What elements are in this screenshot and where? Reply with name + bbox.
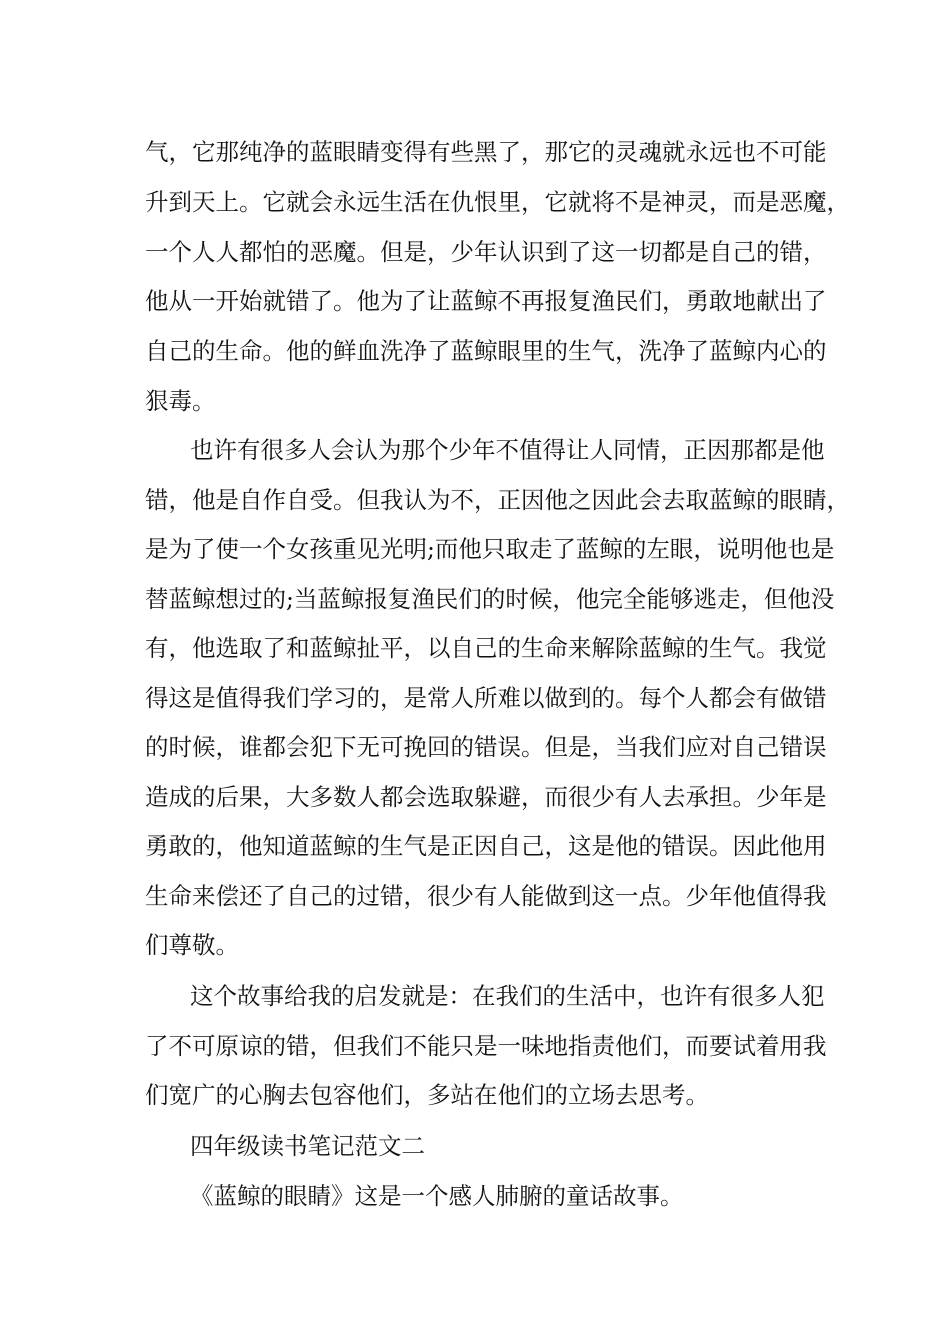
text-line: 替蓝鲸想过的;当蓝鲸报复渔民们的时候，他完全能够逃走，但他没 [145, 585, 835, 613]
text-line: 得这是值得我们学习的，是常人所难以做到的。每个人都会有做错 [145, 684, 827, 712]
text-line: 气，它那纯净的蓝眼睛变得有些黑了，那它的灵魂就永远也不可能 [145, 138, 827, 166]
text-line: 勇敢的，他知道蓝鲸的生气是正因自己，这是他的错误。因此他用 [145, 832, 827, 860]
text-line: 《蓝鲸的眼睛》这是一个感人肺腑的童话故事。 [190, 1182, 684, 1210]
text-line: 造成的后果，大多数人都会选取躲避，而很少有人去承担。少年是 [145, 783, 827, 811]
text-line: 升到天上。它就会永远生活在仇恨里，它就将不是神灵，而是恶魔， [145, 188, 850, 216]
section-heading: 四年级读书笔记范文二 [190, 1132, 425, 1160]
text-line: 是为了使一个女孩重见光明;而他只取走了蓝鲸的左眼，说明他也是 [145, 535, 835, 563]
text-line: 自己的生命。他的鲜血洗净了蓝鲸眼里的生气，洗净了蓝鲸内心的 [145, 337, 827, 365]
text-line: 们尊敬。 [145, 931, 239, 959]
text-line: 有，他选取了和蓝鲸扯平，以自己的生命来解除蓝鲸的生气。我觉 [145, 634, 827, 662]
text-line: 他从一开始就错了。他为了让蓝鲸不再报复渔民们，勇敢地献出了 [145, 287, 827, 315]
text-line: 也许有很多人会认为那个少年不值得让人同情，正因那都是他 [190, 436, 825, 464]
text-line: 生命来偿还了自己的过错，很少有人能做到这一点。少年他值得我 [145, 882, 827, 910]
text-line: 错，他是自作自受。但我认为不，正因他之因此会去取蓝鲸的眼睛， [145, 486, 850, 514]
text-line: 这个故事给我的启发就是：在我们的生活中，也许有很多人犯 [190, 982, 825, 1010]
text-line: 狠毒。 [145, 387, 216, 415]
text-line: 一个人人都怕的恶魔。但是，少年认识到了这一切都是自己的错， [145, 238, 827, 266]
text-line: 的时候，谁都会犯下无可挽回的错误。但是，当我们应对自己错误 [145, 733, 827, 761]
text-line: 了不可原谅的错，但我们不能只是一味地指责他们，而要试着用我 [145, 1032, 827, 1060]
text-line: 们宽广的心胸去包容他们，多站在他们的立场去思考。 [145, 1081, 709, 1109]
